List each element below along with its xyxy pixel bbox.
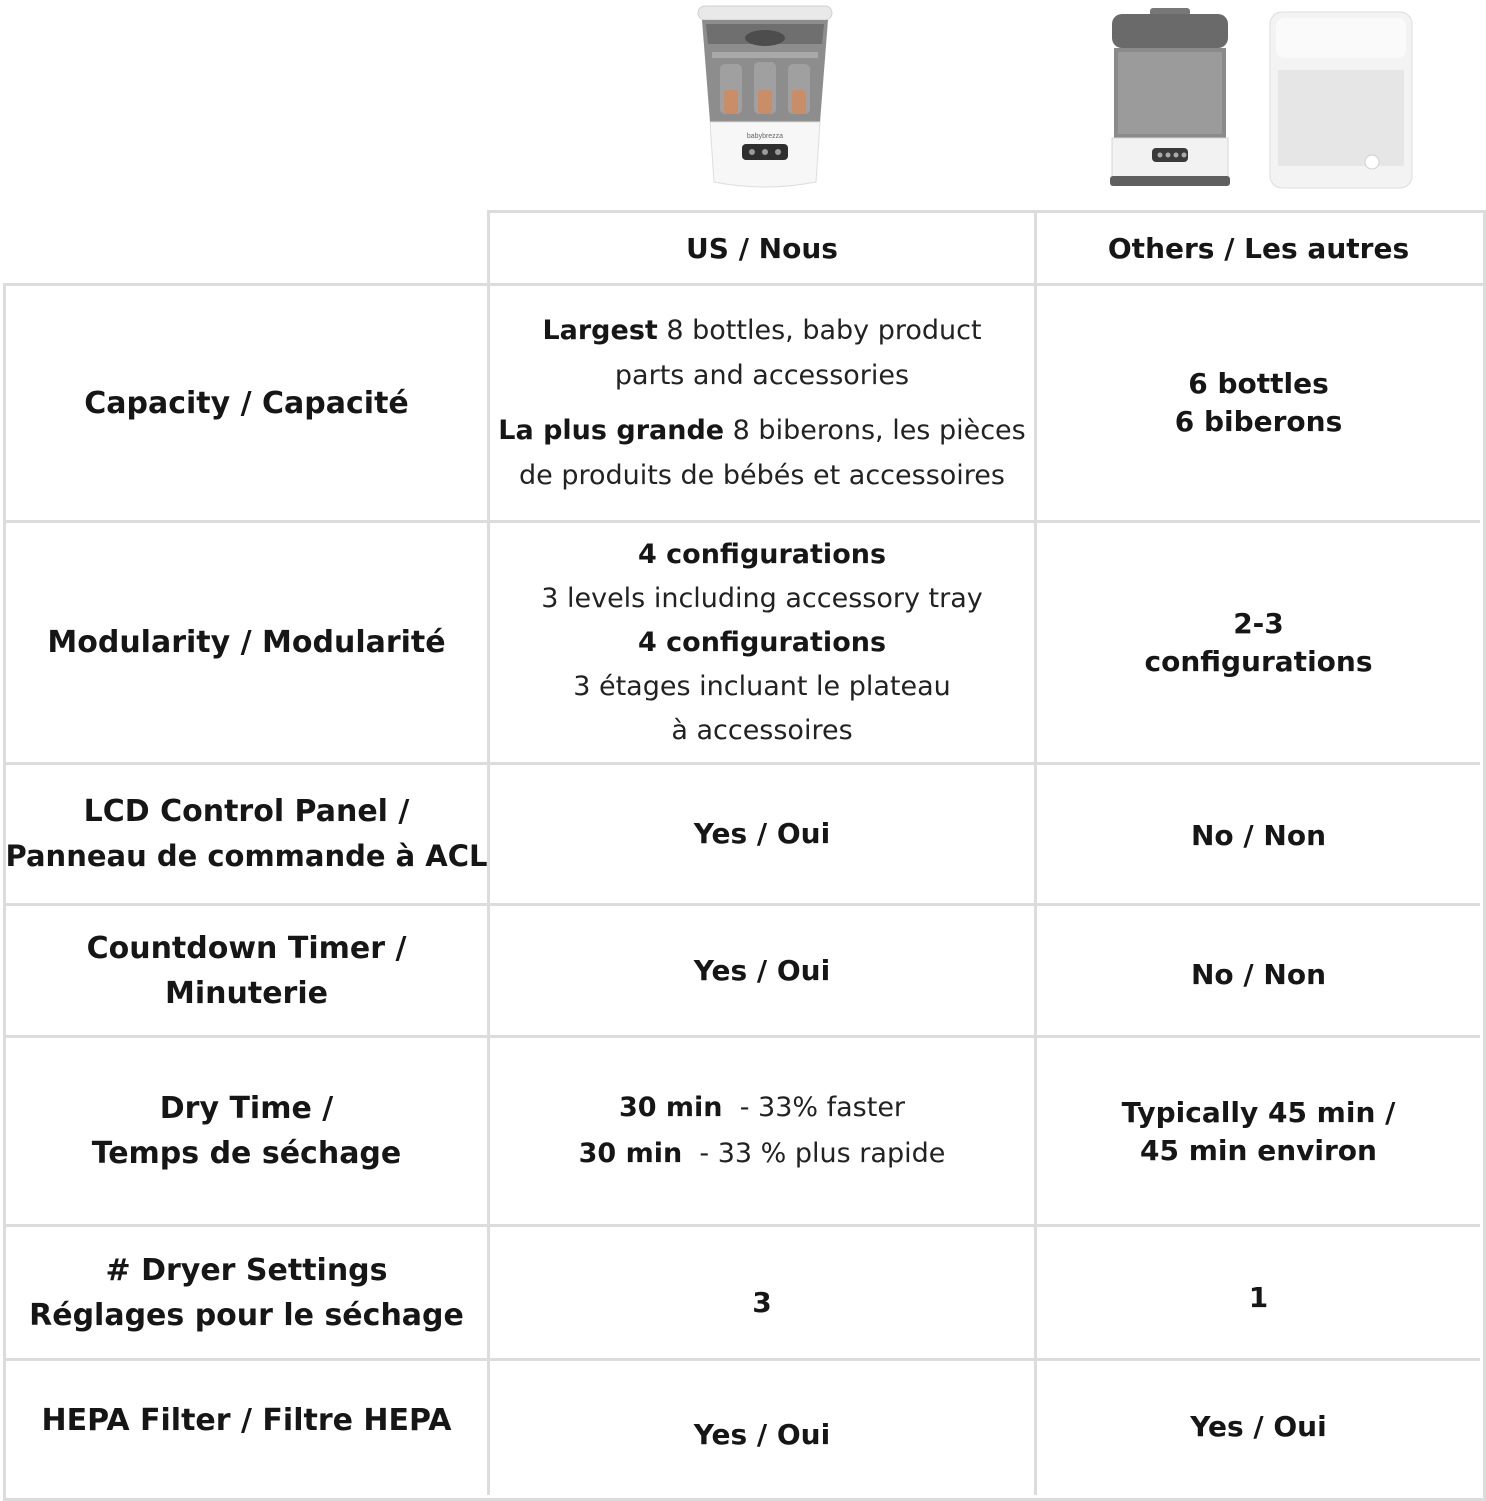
lcd-us-value: Yes / Oui (693, 817, 831, 850)
modularity-others-line1: 2-3 (1233, 606, 1284, 640)
dryer-settings-label-line2: Réglages pour le séchage (29, 1297, 464, 1333)
lcd-others-cell (1037, 765, 1480, 903)
dry-time-us-cell (490, 1038, 1034, 1224)
modularity-us-fr-line2: à accessoires (671, 714, 853, 746)
capacity-us-cell (490, 286, 1034, 520)
timer-others-value: No / Non (1191, 958, 1326, 991)
row-label-lcd (6, 765, 487, 903)
hepa-us-cell (490, 1361, 1034, 1492)
product-image-other-gray (1108, 8, 1232, 188)
dryer-settings-us-value: 3 (752, 1285, 772, 1319)
dry-time-us-fr: 30 min - 33 % plus rapide (578, 1138, 946, 1169)
modularity-us-en-text: 3 levels including accessory tray (541, 582, 983, 614)
svg-text:babybrezza: babybrezza (746, 133, 784, 140)
lcd-label-line2: Panneau de commande à ACL (5, 839, 488, 873)
capacity-others-cell (1037, 286, 1480, 520)
timer-label-line1: Countdown Timer / (86, 930, 407, 966)
timer-others-cell (1037, 906, 1480, 1035)
column-header-others (1037, 213, 1480, 283)
row-label-modularity (6, 523, 487, 762)
column-header-others-label: Others / Les autres (1107, 231, 1410, 265)
capacity-us-fr-line1: La plus grande 8 biberons, les pièces (498, 415, 1026, 446)
dry-time-others-cell (1037, 1038, 1480, 1224)
capacity-us-en-line2: parts and accessories (614, 360, 910, 391)
modularity-others-line2: configurations (1144, 644, 1373, 678)
dryer-settings-others-value: 1 (1248, 1280, 1269, 1314)
capacity-others-line2: 6 biberons (1174, 405, 1343, 438)
dry-time-others-line1: Typically 45 min / (1121, 1096, 1396, 1129)
capacity-us-en-line1: Largest 8 bottles, baby product (542, 315, 982, 346)
column-header-us (490, 213, 1034, 283)
dry-time-others-line2: 45 min environ (1140, 1134, 1377, 1167)
modularity-others-cell (1037, 523, 1480, 762)
modularity-label: Modularity / Modularité (47, 625, 446, 660)
timer-label-line2: Minuterie (165, 975, 328, 1011)
dryer-settings-others-cell (1037, 1227, 1480, 1358)
modularity-us-cell (490, 523, 1034, 762)
timer-us-cell (490, 906, 1034, 1035)
modularity-us-en-title: 4 configurations (637, 538, 887, 570)
row-label-timer (6, 906, 487, 1035)
modularity-us-fr-line1: 3 étages incluant le plateau (573, 670, 951, 702)
capacity-us-fr-line2: de produits de bébés et accessoires (519, 460, 1005, 491)
dry-time-label-line1: Dry Time / (159, 1091, 334, 1126)
lcd-label-line1: LCD Control Panel / (83, 794, 410, 829)
lcd-us-cell (490, 765, 1034, 903)
column-header-us-label: US / Nous (686, 231, 838, 265)
hepa-us-value: Yes / Oui (693, 1417, 831, 1451)
capacity-label: Capacity / Capacité (84, 385, 409, 421)
row-label-dryer-settings (6, 1227, 487, 1358)
dryer-settings-us-cell (490, 1227, 1034, 1358)
lcd-others-value: No / Non (1191, 819, 1326, 852)
row-label-capacity (6, 286, 487, 520)
hepa-label: HEPA Filter / Filtre HEPA (41, 1403, 452, 1438)
dry-time-label-line2: Temps de séchage (91, 1136, 402, 1171)
hepa-others-cell (1037, 1361, 1480, 1492)
modularity-us-fr-title: 4 configurations (637, 626, 887, 658)
capacity-others-line1: 6 bottles (1188, 367, 1329, 400)
row-label-dry-time (6, 1038, 487, 1224)
dryer-settings-label-line1: # Dryer Settings (105, 1252, 388, 1288)
product-image-us (690, 4, 840, 192)
hepa-others-value: Yes / Oui (1190, 1409, 1327, 1443)
dry-time-us-en: 30 min - 33% faster (618, 1092, 906, 1123)
timer-us-value: Yes / Oui (693, 953, 831, 987)
row-label-hepa (6, 1361, 487, 1492)
product-image-other-white (1268, 10, 1414, 190)
